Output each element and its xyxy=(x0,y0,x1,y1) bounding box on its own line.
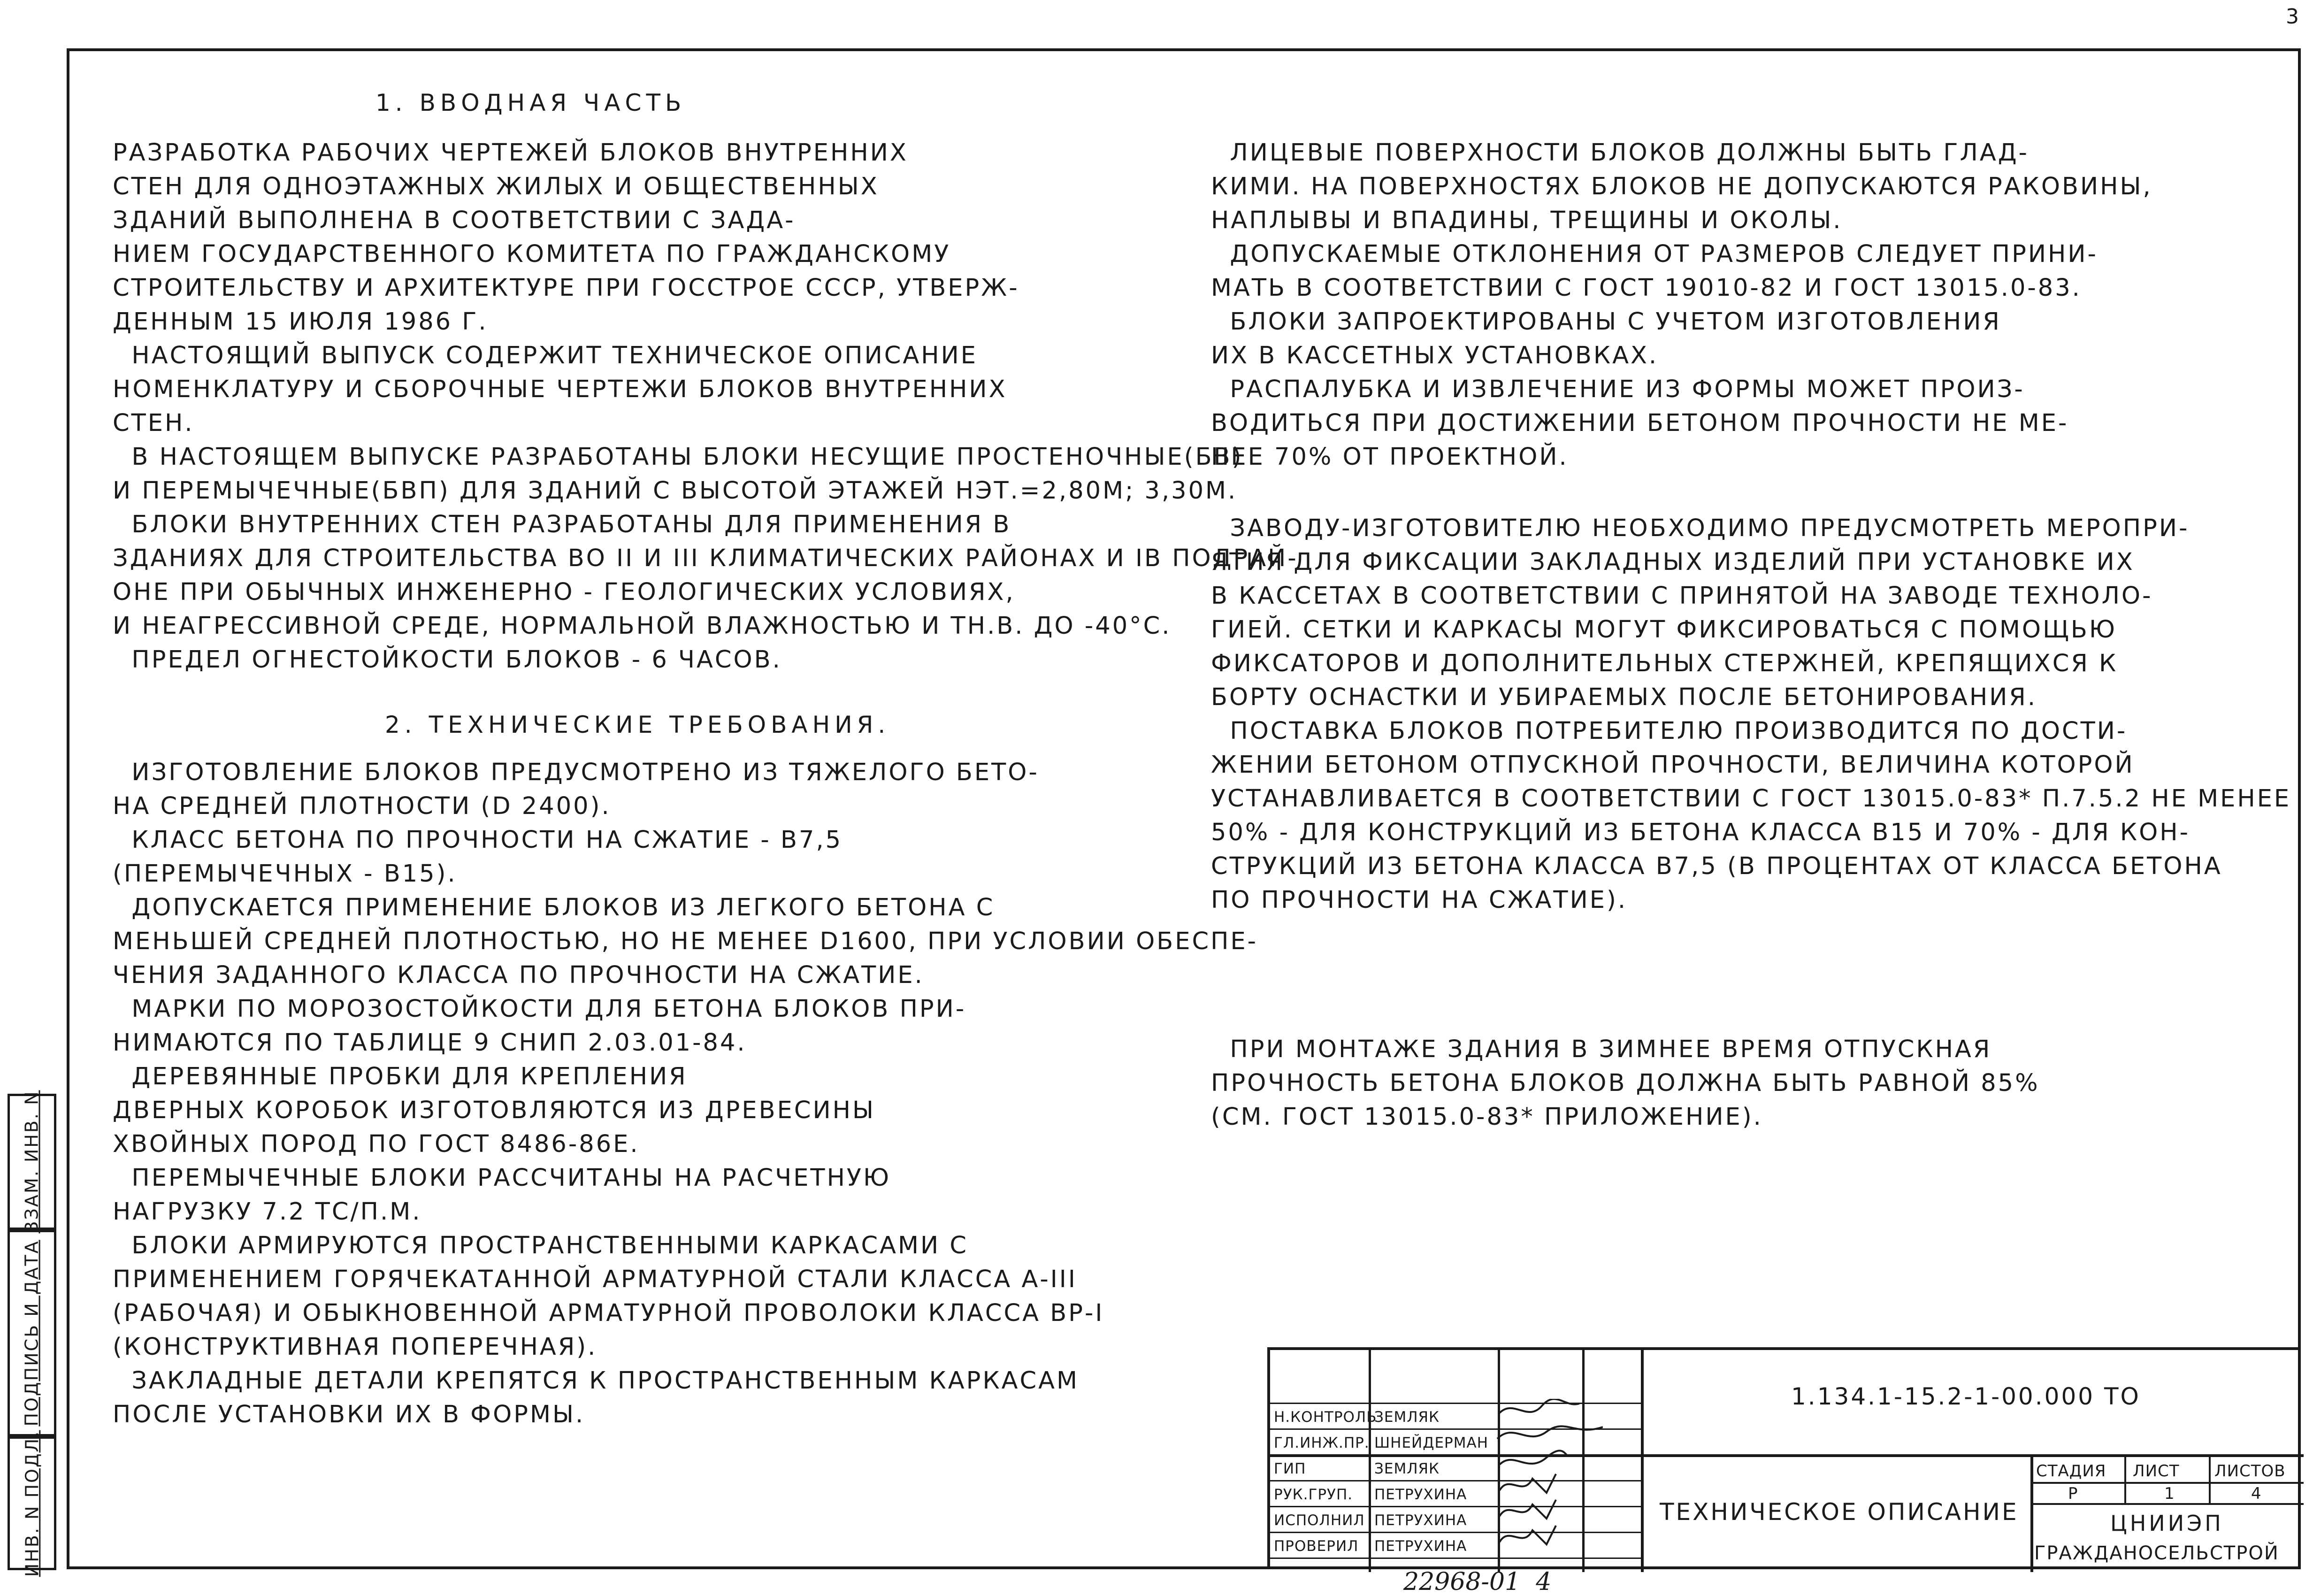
sheets-value: 4 xyxy=(2251,1484,2262,1503)
org-line-2: ГРАЖДАНОСЕЛЬСТРОЙ xyxy=(2034,1542,2279,1564)
page-number: 3 xyxy=(2286,5,2299,29)
text-line: СТРУКЦИЙ ИЗ БЕТОНА КЛАССА В7,5 (В ПРОЦЕНТАХ ОТ КЛАССА БЕТОНА xyxy=(1211,852,2222,880)
signature-name: ШНЕЙДЕРМАН xyxy=(1374,1435,1488,1451)
sidebar-label: ВЗАМ. ИНВ. N xyxy=(22,1090,42,1234)
section1-body xyxy=(113,136,1298,677)
signature-role: Н.КОНТРОЛЬ xyxy=(1274,1409,1377,1426)
signature-role: ГИП xyxy=(1274,1460,1306,1477)
sidebar-signature-date xyxy=(8,1230,56,1436)
text-line: ИХ В КАССЕТНЫХ УСТАНОВКАХ. xyxy=(1211,342,1659,369)
text-line: НЕЕ 70% ОТ ПРОЕКТНОЙ. xyxy=(1211,443,1569,471)
signature-name: ПЕТРУХИНА xyxy=(1374,1486,1467,1503)
text-line: ПРОЧНОСТЬ БЕТОНА БЛОКОВ ДОЛЖНА БЫТЬ РАВНОЙ 85% xyxy=(1211,1069,2040,1097)
text-line: СТРОИТЕЛЬСТВУ И АРХИТЕКТУРЕ ПРИ ГОССТРОЕ СССР, УТВЕРЖ- xyxy=(113,274,1019,302)
text-line: ЯТИЯ ДЛЯ ФИКСАЦИИ ЗАКЛАДНЫХ ИЗДЕЛИЙ ПРИ УСТАНОВКЕ ИХ xyxy=(1211,548,2135,576)
text-line: МЕНЬШЕЙ СРЕДНЕЙ ПЛОТНОСТЬЮ, НО НЕ МЕНЕЕ D1600, ПРИ УСЛОВИИ ОБЕСПЕ- xyxy=(113,928,1258,955)
doc-code: 1.134.1-15.2-1-00.000 ТО xyxy=(1791,1383,2141,1410)
right-block-1 xyxy=(1211,136,2152,474)
text-line: ВОДИТЬСЯ ПРИ ДОСТИЖЕНИИ БЕТОНОМ ПРОЧНОСТИ НЕ МЕ- xyxy=(1211,409,2069,437)
signature-name: ПЕТРУХИНА xyxy=(1374,1512,1467,1529)
text-line: НА СРЕДНЕЙ ПЛОТНОСТИ (D 2400). xyxy=(113,792,611,820)
org-line-1: ЦНИИЭП xyxy=(2110,1511,2224,1536)
text-line: ПРЕДЕЛ ОГНЕСТОЙКОСТИ БЛОКОВ - 6 ЧАСОВ. xyxy=(113,646,782,674)
text-line: И НЕАГРЕССИВНОЙ СРЕДЕ, НОРМАЛЬНОЙ ВЛАЖНОСТЬЮ И TН.В. ДО -40°С. xyxy=(113,612,1172,640)
signature-role: ИСПОЛНИЛ xyxy=(1274,1512,1365,1529)
sidebar-label: ИНВ. N ПОДЛ. xyxy=(22,1430,42,1577)
text-line: ГИЕЙ. СЕТКИ И КАРКАСЫ МОГУТ ФИКСИРОВАТЬСЯ С ПОМОЩЬЮ xyxy=(1211,616,2117,644)
text-line: (КОНСТРУКТИВНАЯ ПОПЕРЕЧНАЯ). xyxy=(113,1333,597,1361)
text-line: НОМЕНКЛАТУРУ И СБОРОЧНЫЕ ЧЕРТЕЖИ БЛОКОВ ВНУТРЕННИХ xyxy=(113,376,1007,403)
text-line: ОНЕ ПРИ ОБЫЧНЫХ ИНЖЕНЕРНО - ГЕОЛОГИЧЕСКИХ УСЛОВИЯХ, xyxy=(113,578,1015,606)
text-line: НАСТОЯЩИЙ ВЫПУСК СОДЕРЖИТ ТЕХНИЧЕСКОЕ ОПИСАНИЕ xyxy=(113,342,978,369)
text-line: ПОСЛЕ УСТАНОВКИ ИХ В ФОРМЫ. xyxy=(113,1401,585,1428)
sidebar-original-inv xyxy=(8,1430,56,1577)
text-line: ЛИЦЕВЫЕ ПОВЕРХНОСТИ БЛОКОВ ДОЛЖНЫ БЫТЬ ГЛАД- xyxy=(1211,139,2029,167)
text-line: БОРТУ ОСНАСТКИ И УБИРАЕМЫХ ПОСЛЕ БЕТОНИРОВАНИЯ. xyxy=(1211,683,2037,711)
text-line: ПОСТАВКА БЛОКОВ ПОТРЕБИТЕЛЮ ПРОИЗВОДИТСЯ ПО ДОСТИ- xyxy=(1211,717,2128,745)
text-line: НИЕМ ГОСУДАРСТВЕННОГО КОМИТЕТА ПО ГРАЖДАНСКОМУ xyxy=(113,240,951,268)
text-line: ФИКСАТОРОВ И ДОПОЛНИТЕЛЬНЫХ СТЕРЖНЕЙ, КРЕПЯЩИХСЯ К xyxy=(1211,650,2118,677)
stage-header: СТАДИЯ xyxy=(2036,1462,2106,1481)
text-line: 50% - ДЛЯ КОНСТРУКЦИЙ ИЗ БЕТОНА КЛАССА В15 И 70% - ДЛЯ КОН- xyxy=(1211,819,2190,846)
signature-role: ПРОВЕРИЛ xyxy=(1274,1538,1359,1555)
section2-heading: 2. ТЕХНИЧЕСКИЕ ТРЕБОВАНИЯ. xyxy=(385,711,890,738)
text-line: ХВОЙНЫХ ПОРОД ПО ГОСТ 8486-86Е. xyxy=(113,1130,640,1158)
text-line: ЖЕНИИ БЕТОНОМ ОТПУСКНОЙ ПРОЧНОСТИ, ВЕЛИЧИНА КОТОРОЙ xyxy=(1211,751,2135,779)
right-block-2 xyxy=(1211,512,2291,917)
text-line: ЗДАНИЯХ ДЛЯ СТРОИТЕЛЬСТВА ВО II И III КЛИМАТИЧЕСКИХ РАЙОНАХ И IВ ПОДРАЙ- xyxy=(113,545,1298,572)
text-line: НАГРУЗКУ 7.2 ТС/П.М. xyxy=(113,1198,422,1226)
text-line: ДВЕРНЫХ КОРОБОК ИЗГОТОВЛЯЮТСЯ ИЗ ДРЕВЕСИНЫ xyxy=(113,1097,875,1124)
footer-stamp: 22968-01 4 xyxy=(1403,1568,1552,1596)
text-line: (РАБОЧАЯ) И ОБЫКНОВЕННОЙ АРМАТУРНОЙ ПРОВОЛОКИ КЛАССА ВР-I xyxy=(113,1299,1104,1327)
text-line: РАЗРАБОТКА РАБОЧИХ ЧЕРТЕЖЕЙ БЛОКОВ ВНУТРЕННИХ xyxy=(113,139,908,167)
text-line: КЛАСС БЕТОНА ПО ПРОЧНОСТИ НА СЖАТИЕ - В7,5 xyxy=(113,826,843,854)
stage-value: Р xyxy=(2068,1484,2078,1503)
text-line: ИЗГОТОВЛЕНИЕ БЛОКОВ ПРЕДУСМОТРЕНО ИЗ ТЯЖЕЛОГО БЕТО- xyxy=(113,759,1039,786)
section2-body xyxy=(113,756,1258,1432)
text-line: УСТАНАВЛИВАЕТСЯ В СООТВЕТСТВИИ С ГОСТ 13015.0-83* П.7.5.2 НЕ МЕНЕЕ xyxy=(1211,785,2291,813)
text-line: ЗДАНИЙ ВЫПОЛНЕНА В СООТВЕТСТВИИ С ЗАДА- xyxy=(113,207,796,234)
text-line: ЗАВОДУ-ИЗГОТОВИТЕЛЮ НЕОБХОДИМО ПРЕДУСМОТРЕТЬ МЕРОПРИ- xyxy=(1211,514,2190,542)
text-line: БЛОКИ ВНУТРЕННИХ СТЕН РАЗРАБОТАНЫ ДЛЯ ПРИМЕНЕНИЯ В xyxy=(113,511,1011,538)
text-line: БЛОКИ АРМИРУЮТСЯ ПРОСТРАНСТВЕННЫМИ КАРКАСАМИ С xyxy=(113,1232,969,1259)
signature-name: ЗЕМЛЯК xyxy=(1374,1460,1440,1477)
signature-scribbles xyxy=(1495,1399,1603,1568)
sheets-header: ЛИСТОВ xyxy=(2214,1462,2286,1481)
text-line: ДЕННЫМ 15 ИЮЛЯ 1986 Г. xyxy=(113,308,488,336)
text-line: МАРКИ ПО МОРОЗОСТОЙКОСТИ ДЛЯ БЕТОНА БЛОКОВ ПРИ- xyxy=(113,995,966,1023)
text-line: РАСПАЛУБКА И ИЗВЛЕЧЕНИЕ ИЗ ФОРМЫ МОЖЕТ ПРОИЗ- xyxy=(1211,376,2025,403)
sidebar-label: ПОДПИСЬ И ДАТА xyxy=(22,1240,42,1427)
text-line: ЗАКЛАДНЫЕ ДЕТАЛИ КРЕПЯТСЯ К ПРОСТРАНСТВЕННЫМ КАРКАСАМ xyxy=(113,1367,1080,1395)
text-line: КИМИ. НА ПОВЕРХНОСТЯХ БЛОКОВ НЕ ДОПУСКАЮТСЯ РАКОВИНЫ, xyxy=(1211,173,2152,200)
signature-role: РУК.ГРУП. xyxy=(1274,1486,1353,1503)
right-block-3 xyxy=(1211,1033,2040,1134)
text-line: БЛОКИ ЗАПРОЕКТИРОВАНЫ С УЧЕТОМ ИЗГОТОВЛЕНИЯ xyxy=(1211,308,2001,336)
sheet-value: 1 xyxy=(2164,1484,2175,1503)
doc-title: ТЕХНИЧЕСКОЕ ОПИСАНИЕ xyxy=(1660,1498,2019,1526)
text-line: В КАССЕТАХ В СООТВЕТСТВИИ С ПРИНЯТОЙ НА ЗАВОДЕ ТЕХНОЛО- xyxy=(1211,582,2153,610)
text-line: И ПЕРЕМЫЧЕЧНЫЕ(БВП) ДЛЯ ЗДАНИЙ С ВЫСОТОЙ ЭТАЖЕЙ НЭТ.=2,80М; 3,30М. xyxy=(113,477,1238,505)
text-line: ЧЕНИЯ ЗАДАННОГО КЛАССА ПО ПРОЧНОСТИ НА СЖАТИЕ. xyxy=(113,961,924,989)
title-block xyxy=(1267,1347,2301,1569)
sidebar-replacement-inv xyxy=(8,1090,56,1234)
section1-heading: 1. ВВОДНАЯ ЧАСТЬ xyxy=(375,89,686,116)
text-line: НИМАЮТСЯ ПО ТАБЛИЦЕ 9 СНИП 2.03.01-84. xyxy=(113,1029,747,1057)
text-line: СТЕН. xyxy=(113,409,194,437)
text-line: ДОПУСКАЕТСЯ ПРИМЕНЕНИЕ БЛОКОВ ИЗ ЛЕГКОГО БЕТОНА С xyxy=(113,894,995,921)
signature-name: ЗЕМЛЯК xyxy=(1374,1409,1440,1426)
text-line: ПРИ МОНТАЖЕ ЗДАНИЯ В ЗИМНЕЕ ВРЕМЯ ОТПУСКНАЯ xyxy=(1211,1036,1992,1063)
text-line: (ПЕРЕМЫЧЕЧНЫХ - В15). xyxy=(113,860,457,888)
text-line: ПРИМЕНЕНИЕМ ГОРЯЧЕКАТАННОЙ АРМАТУРНОЙ СТАЛИ КЛАССА А-III xyxy=(113,1266,1077,1293)
text-line: (СМ. ГОСТ 13015.0-83* ПРИЛОЖЕНИЕ). xyxy=(1211,1103,1763,1131)
sheet-header: ЛИСТ xyxy=(2133,1462,2180,1481)
text-line: ДЕРЕВЯННЫЕ ПРОБКИ ДЛЯ КРЕПЛЕНИЯ xyxy=(113,1063,688,1090)
signature-name: ПЕТРУХИНА xyxy=(1374,1538,1467,1555)
text-line: ПЕРЕМЫЧЕЧНЫЕ БЛОКИ РАССЧИТАНЫ НА РАСЧЕТНУЮ xyxy=(113,1164,891,1192)
signature-role: ГЛ.ИНЖ.ПР. xyxy=(1274,1435,1370,1451)
text-line: В НАСТОЯЩЕМ ВЫПУСКЕ РАЗРАБОТАНЫ БЛОКИ НЕСУЩИЕ ПРОСТЕНОЧНЫЕ(БВ) xyxy=(113,443,1243,471)
text-line: НАПЛЫВЫ И ВПАДИНЫ, ТРЕЩИНЫ И ОКОЛЫ. xyxy=(1211,207,1843,234)
text-line: СТЕН ДЛЯ ОДНОЭТАЖНЫХ ЖИЛЫХ И ОБЩЕСТВЕННЫХ xyxy=(113,173,879,200)
text-line: ДОПУСКАЕМЫЕ ОТКЛОНЕНИЯ ОТ РАЗМЕРОВ СЛЕДУЕТ ПРИНИ- xyxy=(1211,240,2098,268)
text-line: МАТЬ В СООТВЕТСТВИИ С ГОСТ 19010-82 И ГОСТ 13015.0-83. xyxy=(1211,274,2082,302)
text-line: ПО ПРОЧНОСТИ НА СЖАТИЕ). xyxy=(1211,886,1628,914)
